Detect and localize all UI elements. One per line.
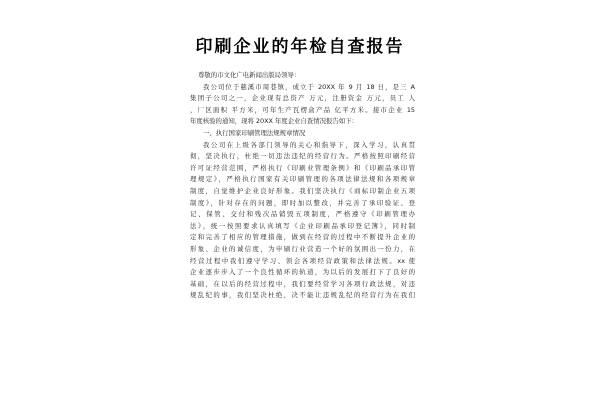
paragraph-line: 记、保管、交付和残次品销毁五项制度，严格遵守《印刷管理办 [190, 210, 415, 219]
paragraph-line: 基础，在以后的经营过程中，我们要经常学习各项行政法规，对违 [190, 279, 415, 288]
paragraph-line: 法》，统一按照要求认真填写《企业印刷品承印登记簿》，同时制 [190, 221, 415, 230]
section-heading: 一、执行国家印刷管理法规规章情况 [203, 128, 306, 137]
paragraph-line: 企业逐步步入了一个良性循环的轨道，为以后的发展打下了良好的 [190, 268, 415, 277]
paragraph-line: 经营过程中我们遵守学习、领会各项经营政策和法律法规。xx 使 [190, 256, 415, 265]
paragraph-line: 许可证经营范围，严格执行《印刷业管理条例》和《印刷品承印管 [190, 163, 415, 172]
paragraph-line: 我公司位于慈溪市周巷镇，成立于 20XX 年 9 月 18 日，是三 A [203, 82, 415, 91]
paragraph-line: 制度》，针对存在的问题，即时加以整改，并完善了承印验证、登 [190, 198, 415, 207]
document-body [190, 70, 415, 302]
paragraph-line: 彻，坚决执行，杜绝一切违法违纪的经营行为。严格按照印刷经营 [190, 152, 415, 161]
paragraph-line: 我公司在上级各部门领导的关心和指导下，深入学习，认真贯 [203, 140, 415, 149]
document-title: 印刷企业的年检自查报告 [195, 37, 405, 57]
paragraph-line: 制度，自觉维护企业良好形象。我们坚决执行《商标印制企业五项 [190, 186, 415, 195]
paragraph-line: ，厂区面积 平方米，可年生产瓦楞盒产品 亿平方米。接市企业 15 [190, 105, 415, 114]
paragraph-line: 规乱纪的事，我们坚决杜绝，决不能让违规乱纪的经营行为在我们 [190, 291, 415, 300]
paragraph-line: 年度核验的通知，现将 20XX 年度企业自查情况报告如下： [190, 117, 358, 126]
salutation-line: 尊敬的市文化广电新闻出版局领导： [198, 71, 301, 79]
paragraph-line: 集团子公司之一，企业现有总资产 万元，注册资金 万元，员工 人 [190, 94, 415, 103]
paragraph-line: 定和完善了相应的管理措施，做到在经营的过程中不断提升企业的 [190, 233, 415, 242]
paragraph-line: 理规定》，严格执行国家有关印刷管理的各项法律法规和各项规章 [190, 175, 415, 184]
paragraph-line: 形象、企业的诚信度，为申刷行业营造一个好的氛围出一份力，在 [190, 244, 415, 253]
